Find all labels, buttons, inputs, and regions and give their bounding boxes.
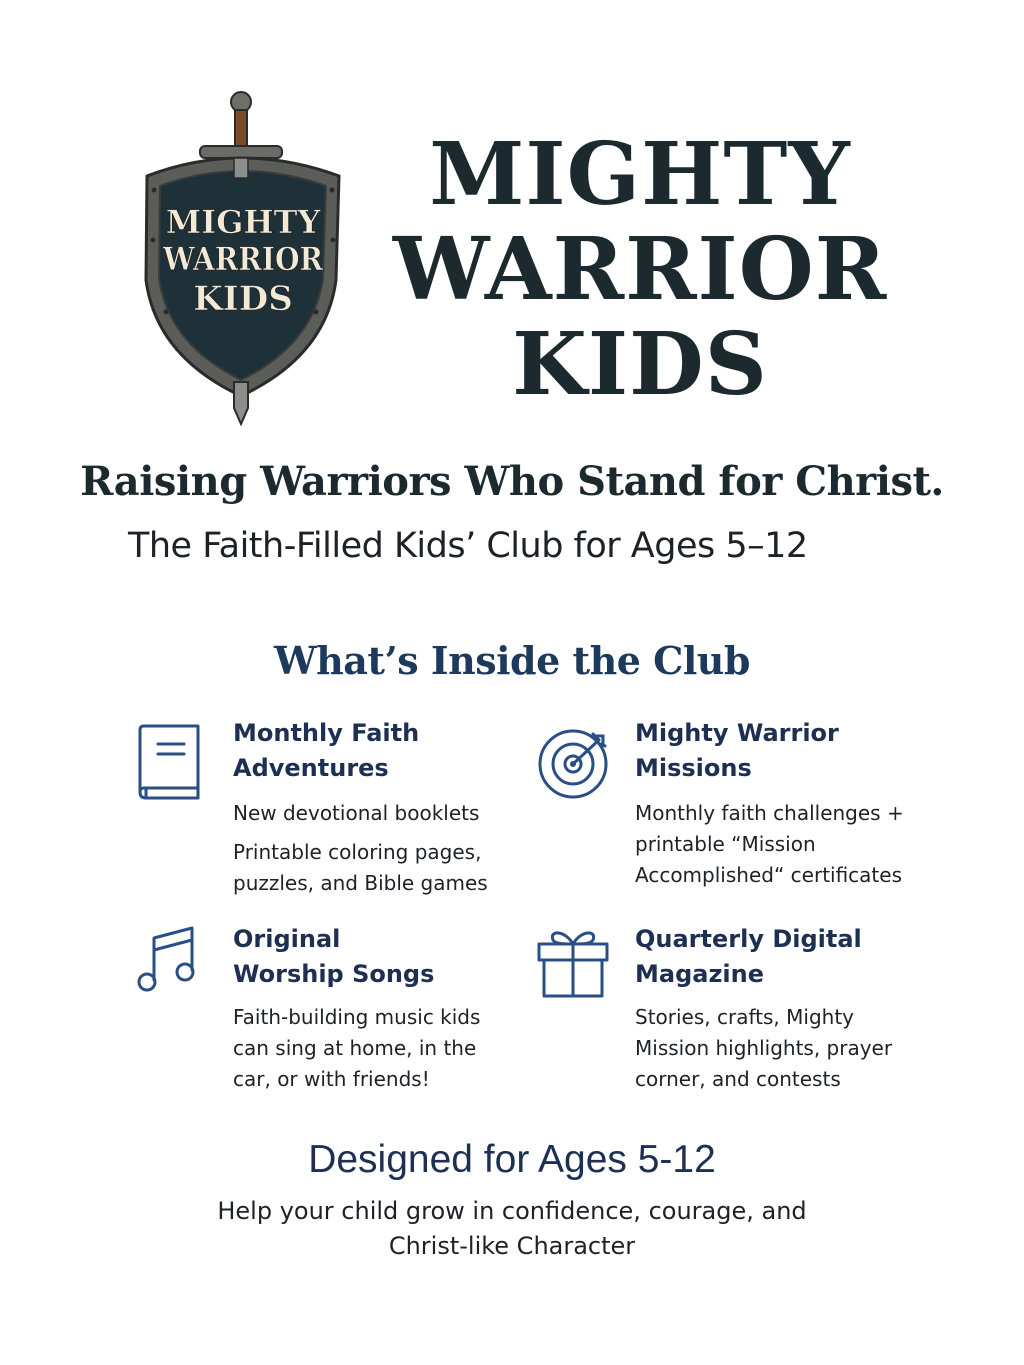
feature-desc bbox=[233, 798, 523, 907]
feature-desc-line: Printable coloring pages, puzzles, and Bible games bbox=[233, 840, 488, 895]
tagline: Raising Warriors Who Stand for Christ. bbox=[80, 458, 944, 505]
logo-shield-icon bbox=[140, 90, 350, 426]
feature-title: Original Worship Songs bbox=[233, 925, 435, 988]
section-title: What’s Inside the Club bbox=[273, 638, 750, 683]
feature-desc bbox=[635, 1002, 915, 1103]
feature-title: Quarterly Digital Magazine bbox=[635, 925, 862, 988]
logo-line-1: MIGHTY bbox=[165, 203, 321, 241]
gift-icon bbox=[535, 924, 615, 1004]
feature-desc-line: Faith-building music kids can sing at home, in the car, or with friends! bbox=[233, 1005, 481, 1091]
feature-title: Mighty Warrior Missions bbox=[635, 719, 839, 782]
brand-wordmark bbox=[385, 124, 895, 415]
feature-desc-line: Monthly faith challenges + printable “Mission Accomplished“ certificates bbox=[635, 801, 904, 887]
brand-line-2: WARRIOR bbox=[392, 219, 888, 320]
footer-title: Designed for Ages 5-12 bbox=[308, 1138, 716, 1181]
feature-desc bbox=[635, 798, 925, 899]
feature-original-worship-songs bbox=[233, 922, 533, 1112]
logo-line-2: WARRIOR bbox=[162, 240, 324, 278]
feature-mighty-warrior-missions bbox=[635, 716, 935, 916]
brand-line-1: MIGHTY bbox=[429, 124, 851, 225]
target-icon bbox=[535, 722, 615, 802]
music-note-icon bbox=[132, 922, 212, 1002]
footer-text: Help your child grow in confidence, courage, and Christ-like Character bbox=[217, 1197, 807, 1260]
feature-monthly-faith-adventures bbox=[233, 716, 533, 916]
feature-desc-line: New devotional booklets bbox=[233, 801, 480, 825]
feature-desc bbox=[233, 1002, 503, 1103]
feature-quarterly-digital-magazine bbox=[635, 922, 935, 1112]
subtagline: The Faith-Filled Kids’ Club for Ages 5–12 bbox=[128, 526, 808, 566]
brand-line-3: KIDS bbox=[512, 314, 768, 415]
logo-line-3: KIDS bbox=[193, 279, 293, 319]
book-icon bbox=[130, 722, 210, 802]
feature-title: Monthly Faith Adventures bbox=[233, 719, 420, 782]
feature-desc-line: Stories, crafts, Mighty Mission highlights, prayer corner, and contests bbox=[635, 1005, 893, 1091]
